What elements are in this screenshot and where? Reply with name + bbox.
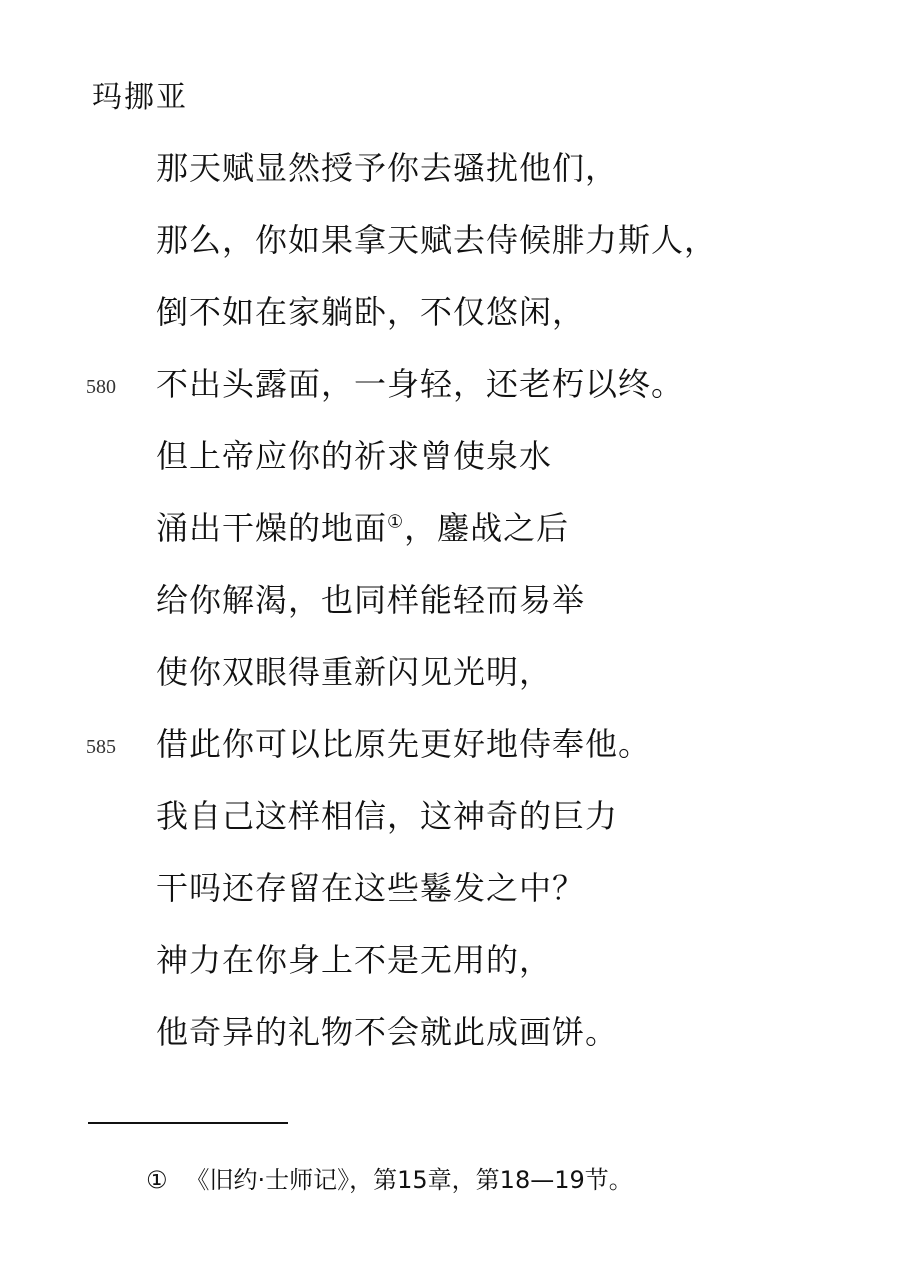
footnote-reference[interactable]: ① (387, 511, 405, 533)
footnote-text: 《旧约·士师记》，第15章，第18—19节。 (185, 1166, 633, 1194)
verse-line (0, 578, 900, 650)
verse-line (0, 218, 900, 290)
line-text: 神力在你身上不是无用的， (156, 941, 553, 979)
line-text: 他奇异的礼物不会就此成画饼。 (156, 1013, 619, 1051)
line-text-part: 涌出干燥的地面 (156, 509, 388, 547)
footnote-divider (88, 1122, 288, 1124)
line-text: 使你双眼得重新闪见光明， (156, 653, 553, 691)
verse-line (0, 866, 900, 938)
line-text: 干吗还存留在这些鬈发之中？ (156, 869, 586, 907)
verse-line (0, 290, 900, 362)
line-text: 我自己这样相信，这神奇的巨力 (156, 797, 619, 835)
verse-line (0, 434, 900, 506)
verse-line (0, 722, 900, 794)
line-text-with-footnote (156, 506, 569, 550)
footnote (146, 1160, 633, 1195)
verse-line (0, 650, 900, 722)
footnote-marker: ① (146, 1166, 168, 1194)
line-number: 580 (86, 376, 116, 398)
line-text: 但上帝应你的祈求曾使泉水 (156, 437, 553, 475)
verse-line (0, 1010, 900, 1082)
verse-line (0, 794, 900, 866)
line-text-part: ，鏖战之后 (404, 509, 570, 547)
line-text: 那天赋显然授予你去骚扰他们， (156, 149, 619, 187)
verse-line (0, 938, 900, 1010)
speaker-name: 玛挪亚 (92, 80, 188, 115)
line-number: 585 (86, 736, 116, 758)
line-text: 给你解渴，也同样能轻而易举 (156, 581, 586, 619)
line-text: 借此你可以比原先更好地侍奉他。 (156, 725, 652, 763)
line-text: 那么，你如果拿天赋去侍候腓力斯人， (156, 221, 718, 259)
verse-line (0, 146, 900, 218)
line-text: 倒不如在家躺卧，不仅悠闲， (156, 293, 586, 331)
verse-line (0, 362, 900, 434)
verse-line (0, 506, 900, 578)
line-text: 不出头露面，一身轻，还老朽以终。 (156, 365, 685, 403)
